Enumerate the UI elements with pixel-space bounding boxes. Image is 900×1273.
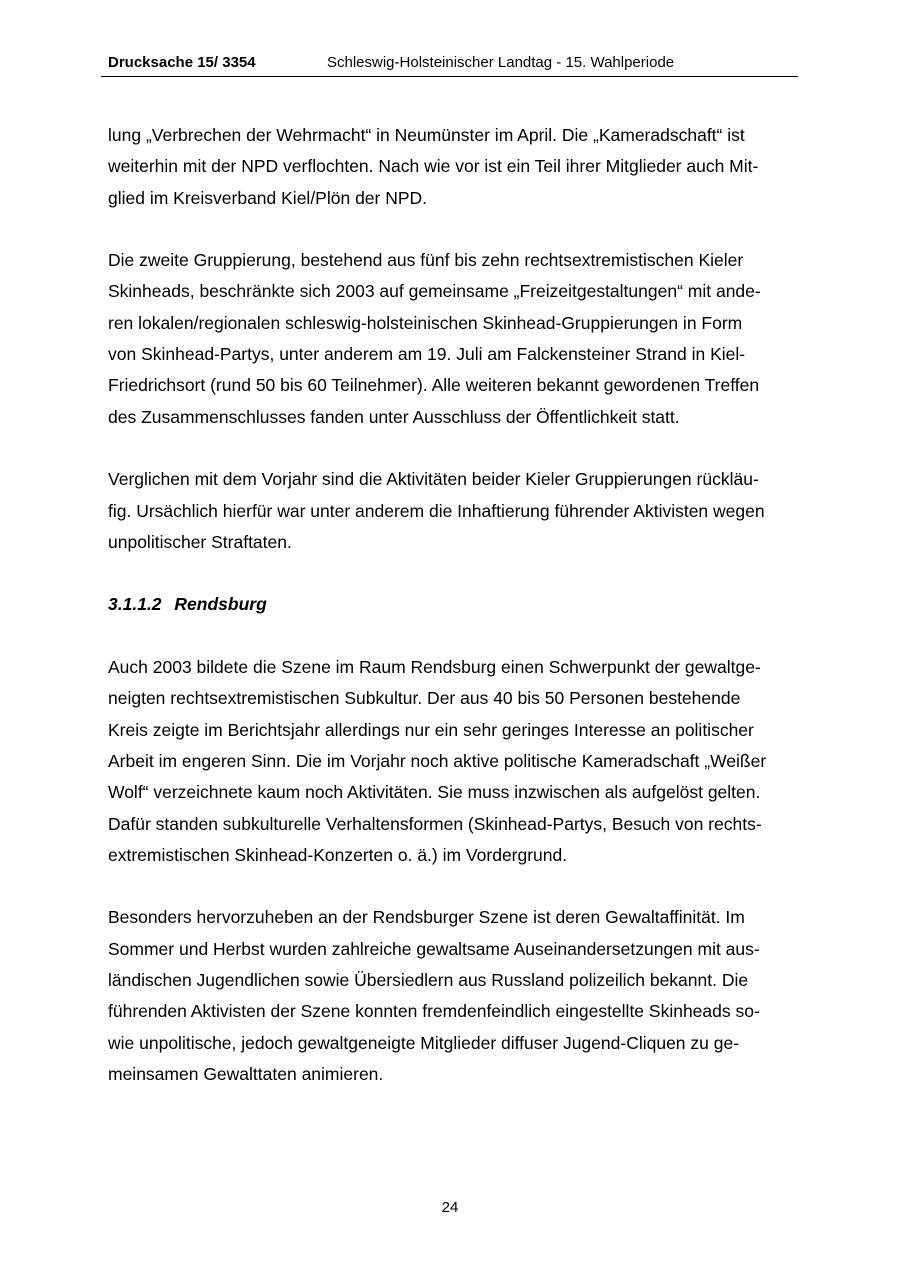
section-heading: [108, 589, 798, 620]
text-line: Skinheads, beschränkte sich 2003 auf gemeinsame „Freizeitgestaltungen“ mit ande-: [108, 281, 761, 302]
page-header: [101, 50, 798, 77]
text-line: Arbeit im engeren Sinn. Die im Vorjahr noch aktive politische Kameradschaft „Weißer: [108, 750, 767, 771]
text-line: wie unpolitische, jedoch gewaltgeneigte Mitglieder diffuser Jugend-Cliquen zu ge-: [108, 1032, 740, 1053]
text-line: des Zusammenschlusses fanden unter Ausschluss der Öffentlichkeit statt.: [108, 406, 680, 427]
text-line: fig. Ursächlich hierfür war unter anderem die Inhaftierung führender Aktivisten wegen: [108, 500, 765, 521]
text-line: Auch 2003 bildete die Szene im Raum Rendsburg einen Schwerpunkt der gewaltge-: [108, 657, 761, 678]
text-line: ren lokalen/regionalen schleswig-holsteinischen Skinhead-Gruppierungen in Form: [108, 312, 743, 333]
paragraph-2: [108, 245, 798, 433]
section-title: Rendsburg: [174, 594, 267, 615]
text-line: von Skinhead-Partys, unter anderem am 19. Juli am Falckensteiner Strand in Kiel-: [108, 344, 746, 365]
text-line: weiterhin mit der NPD verflochten. Nach wie vor ist ein Teil ihrer Mitglieder auch Mit-: [108, 156, 759, 177]
document-number: Drucksache 15/ 3354: [108, 54, 256, 71]
section-number: 3.1.1.2: [108, 594, 162, 615]
text-line: extremistischen Skinhead-Konzerten o. ä.) im Vordergrund.: [108, 844, 568, 865]
text-line: Die zweite Gruppierung, bestehend aus fünf bis zehn rechtsextremistischen Kieler: [108, 250, 744, 271]
page-number: 24: [441, 1199, 459, 1216]
text-line: unpolitischer Straftaten.: [108, 531, 292, 552]
text-line: Verglichen mit dem Vorjahr sind die Aktivitäten beider Kieler Gruppierungen rückläu-: [108, 469, 759, 490]
text-line: Dafür standen subkulturelle Verhaltensformen (Skinhead-Partys, Besuch von rechts-: [108, 813, 762, 834]
text-line: Sommer und Herbst wurden zahlreiche gewaltsame Auseinandersetzungen mit aus-: [108, 938, 760, 959]
header-title: Schleswig-Holsteinischer Landtag - 15. Wahlperiode: [327, 54, 675, 71]
paragraph-5: [108, 902, 798, 1090]
paragraph-4: [108, 652, 798, 871]
text-line: lung „Verbrechen der Wehrmacht“ in Neumünster im April. Die „Kameradschaft“ ist: [108, 125, 745, 145]
text-line: führenden Aktivisten der Szene konnten fremdenfeindlich eingestellte Skinheads so-: [108, 1001, 760, 1022]
page-body: [108, 120, 798, 1122]
text-line: glied im Kreisverband Kiel/Plön der NPD.: [108, 187, 428, 208]
text-line: Friedrichsort (rund 50 bis 60 Teilnehmer). Alle weiteren bekannt gewordenen Treffen: [108, 375, 760, 396]
text-line: neigten rechtsextremistischen Subkultur. Der aus 40 bis 50 Personen bestehende: [108, 688, 741, 709]
text-line: ländischen Jugendlichen sowie Übersiedlern aus Russland polizeilich bekannt. Die: [108, 970, 749, 991]
paragraph-3: [108, 464, 798, 558]
paragraph-1: [108, 120, 798, 214]
text-line: Wolf“ verzeichnete kaum noch Aktivitäten. Sie muss inzwischen als aufgelöst gelten.: [108, 782, 761, 803]
text-line: Kreis zeigte im Berichtsjahr allerdings nur ein sehr geringes Interesse an politischer: [108, 719, 754, 740]
text-line: Besonders hervorzuheben an der Rendsburger Szene ist deren Gewaltaffinität. Im: [108, 907, 745, 928]
text-line: meinsamen Gewalttaten animieren.: [108, 1063, 384, 1084]
